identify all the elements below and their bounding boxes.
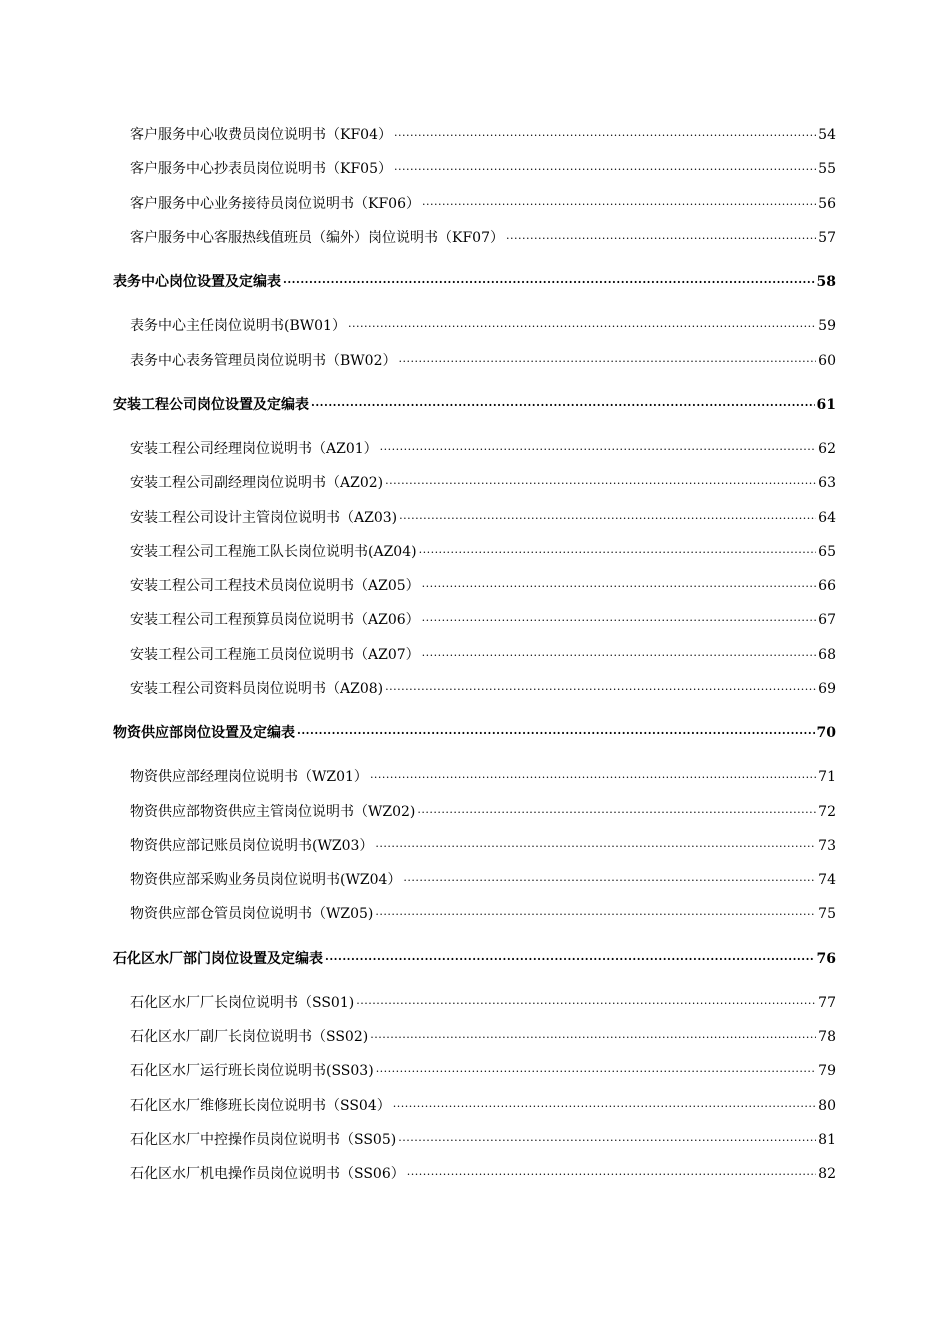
toc-entry[interactable]: [113, 500, 836, 534]
toc-page-number: 61: [816, 396, 836, 413]
toc-entry-title: 安装工程公司设计主管岗位说明书（AZ03): [130, 509, 398, 526]
toc-entry-title: 物资供应部记账员岗位说明书(WZ03）: [130, 837, 374, 854]
toc-entry-title: 表务中心表务管理员岗位说明书（BW02）: [130, 352, 397, 369]
toc-dot-leader: [398, 1131, 816, 1149]
toc-dot-leader: [325, 950, 815, 968]
toc-entry-title: 物资供应部经理岗位说明书（WZ01）: [130, 769, 368, 786]
toc-dot-leader: [399, 509, 816, 527]
toc-entry[interactable]: [113, 897, 836, 931]
toc-entry-title: 石化区水厂厂长岗位说明书（SS01): [130, 994, 355, 1011]
toc-dot-leader: [385, 680, 816, 698]
toc-entry-title: 石化区水厂运行班长岗位说明书(SS03): [130, 1063, 374, 1080]
toc-entry[interactable]: [113, 1123, 836, 1157]
toc-entry-title: 安装工程公司资料员岗位说明书（AZ08): [130, 681, 384, 697]
toc-entry-title: 物资供应部物资供应主管岗位说明书（WZ02): [130, 803, 416, 820]
toc-page-number: 54: [818, 127, 836, 144]
toc-dot-leader: [422, 646, 817, 664]
toc-dot-leader: [394, 126, 816, 144]
toc-page-number: 69: [818, 681, 836, 697]
toc-entry-title: 石化区水厂机电操作员岗位说明书（SS06）: [130, 1166, 405, 1183]
toc-dot-leader: [422, 577, 817, 595]
toc-entry-title: 安装工程公司工程施工员岗位说明书（AZ07）: [130, 646, 420, 663]
toc-entry-title: 表务中心主任岗位说明书(BW01）: [130, 318, 346, 335]
toc-section-entry[interactable]: [113, 942, 836, 976]
toc-page-number: 60: [818, 352, 836, 369]
toc-dot-leader: [417, 803, 816, 821]
toc-page-number: 63: [818, 475, 836, 492]
toc-entry[interactable]: [113, 466, 836, 500]
toc-page-number: 71: [818, 769, 836, 786]
toc-dot-leader: [422, 195, 816, 213]
toc-entry-title: 石化区水厂部门岗位设置及定编表: [113, 950, 323, 967]
toc-entry-title: 表务中心岗位设置及定编表: [113, 274, 281, 291]
toc-entry-title: 安装工程公司经理岗位说明书（AZ01）: [130, 440, 378, 457]
toc-entry-title: 客户服务中心抄表员岗位说明书（KF05）: [130, 161, 392, 178]
toc-entry[interactable]: [113, 569, 836, 603]
toc-page-number: 56: [818, 195, 836, 212]
toc-dot-leader: [399, 352, 817, 370]
toc-entry-title: 物资供应部岗位设置及定编表: [113, 725, 295, 742]
toc-section-entry[interactable]: [113, 388, 836, 422]
toc-dot-leader: [393, 1097, 816, 1115]
toc-page-number: 66: [818, 578, 836, 595]
toc-entry-title: 安装工程公司工程技术员岗位说明书（AZ05）: [130, 578, 420, 595]
toc-page-number: 59: [818, 318, 836, 335]
toc-dot-leader: [394, 160, 816, 178]
toc-entry-title: 客户服务中心业务接待员岗位说明书（KF06）: [130, 195, 420, 212]
toc-dot-leader: [380, 440, 817, 458]
toc-section-entry[interactable]: [113, 716, 836, 750]
toc-page-number: 82: [818, 1166, 836, 1183]
toc-entry[interactable]: [113, 152, 836, 186]
toc-entry[interactable]: [113, 309, 836, 343]
toc-entry-title: 物资供应部仓管员岗位说明书（WZ05): [130, 906, 374, 923]
toc-page-number: 80: [818, 1097, 836, 1114]
toc-dot-leader: [356, 994, 816, 1012]
toc-entry-title: 石化区水厂副厂长岗位说明书（SS02): [130, 1029, 369, 1046]
toc-dot-leader: [370, 768, 816, 786]
toc-dot-leader: [311, 396, 815, 414]
toc-page-number: 73: [818, 837, 836, 854]
toc-entry[interactable]: [113, 794, 836, 828]
toc-page-number: 74: [818, 872, 836, 889]
toc-page-number: 68: [818, 646, 836, 663]
toc-page-number: 64: [818, 509, 836, 526]
toc-entry[interactable]: [113, 672, 836, 706]
toc-page-number: 77: [818, 994, 836, 1011]
toc-page-number: 72: [818, 803, 836, 820]
toc-entry[interactable]: [113, 986, 836, 1020]
toc-entry-title: 物资供应部采购业务员岗位说明书(WZ04）: [130, 872, 402, 889]
toc-page-number: 67: [818, 612, 836, 629]
toc-dot-leader: [283, 273, 815, 291]
toc-entry-title: 安装工程公司工程施工队长岗位说明书(AZ04): [130, 543, 417, 560]
toc-dot-leader: [403, 871, 816, 889]
toc-entry-title: 安装工程公司副经理岗位说明书（AZ02): [130, 475, 384, 492]
toc-dot-leader: [376, 1062, 816, 1080]
toc-page-number: 65: [818, 543, 836, 560]
toc-entry[interactable]: [113, 118, 836, 152]
toc-page-number: 79: [818, 1063, 836, 1080]
toc-entry[interactable]: [113, 221, 836, 255]
toc-dot-leader: [375, 837, 816, 855]
toc-dot-leader: [422, 611, 817, 629]
toc-entry[interactable]: [113, 1020, 836, 1054]
toc-dot-leader: [385, 474, 816, 492]
toc-entry[interactable]: [113, 603, 836, 637]
toc-entry[interactable]: [113, 1157, 836, 1191]
toc-entry[interactable]: [113, 1089, 836, 1123]
toc-entry[interactable]: [113, 829, 836, 863]
toc-entry[interactable]: [113, 432, 836, 466]
toc-entry[interactable]: [113, 638, 836, 672]
toc-dot-leader: [370, 1028, 816, 1046]
toc-entry[interactable]: [113, 760, 836, 794]
toc-dot-leader: [419, 543, 817, 561]
toc-section-entry[interactable]: [113, 265, 836, 299]
toc-entry-title: 石化区水厂中控操作员岗位说明书（SS05): [130, 1131, 397, 1148]
toc-dot-leader: [506, 229, 816, 247]
toc-entry[interactable]: [113, 343, 836, 377]
toc-dot-leader: [348, 317, 816, 335]
toc-entry[interactable]: [113, 1054, 836, 1088]
toc-dot-leader: [375, 905, 816, 923]
toc-page-number: 58: [816, 274, 836, 291]
toc-dot-leader: [297, 724, 815, 742]
toc-page-number: 57: [818, 230, 836, 247]
toc-entry-title: 石化区水厂维修班长岗位说明书（SS04）: [130, 1097, 391, 1114]
toc-page-number: 76: [816, 950, 836, 967]
toc-dot-leader: [407, 1165, 816, 1183]
toc-entry-title: 安装工程公司工程预算员岗位说明书（AZ06）: [130, 612, 420, 629]
toc-page-number: 75: [818, 906, 836, 923]
toc-entry-title: 客户服务中心客服热线值班员（编外）岗位说明书（KF07）: [130, 230, 504, 247]
toc-entry-title: 客户服务中心收费员岗位说明书（KF04）: [130, 127, 392, 144]
toc-page-number: 78: [818, 1029, 836, 1046]
table-of-contents: [113, 118, 836, 1191]
toc-page-number: 70: [816, 725, 836, 742]
toc-entry[interactable]: [113, 535, 836, 569]
toc-page-number: 62: [818, 440, 836, 457]
toc-entry[interactable]: [113, 863, 836, 897]
toc-page-number: 81: [818, 1131, 836, 1148]
toc-entry[interactable]: [113, 187, 836, 221]
toc-entry-title: 安装工程公司岗位设置及定编表: [113, 396, 309, 413]
toc-page-number: 55: [818, 161, 836, 178]
